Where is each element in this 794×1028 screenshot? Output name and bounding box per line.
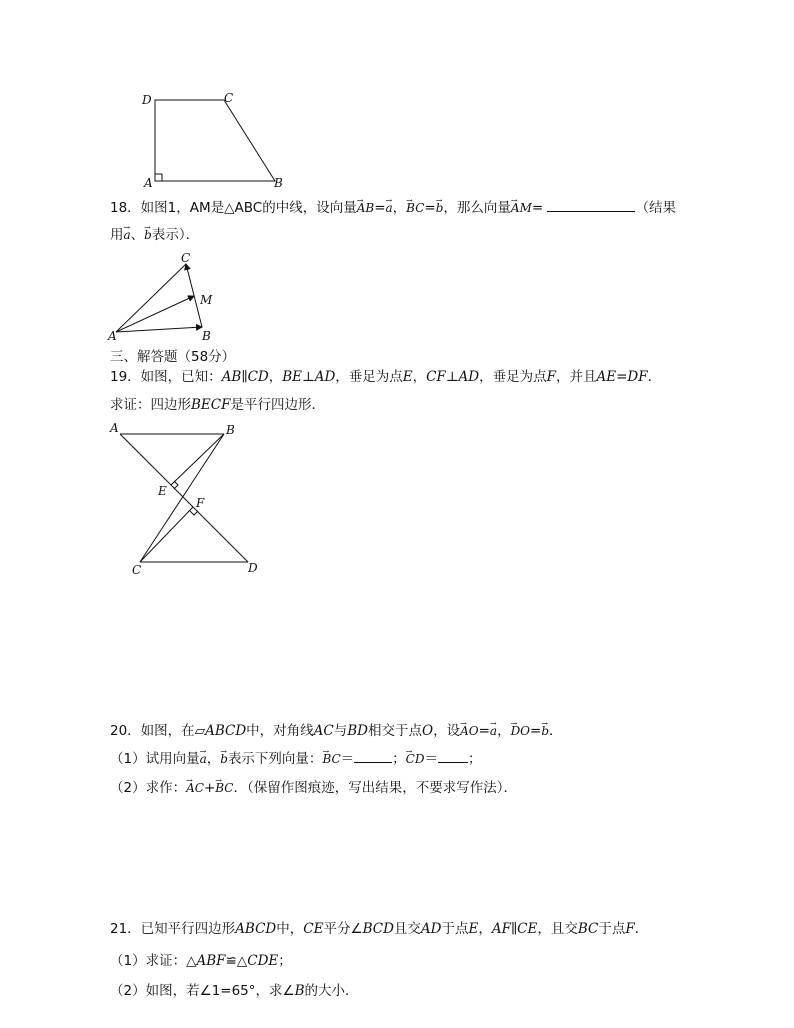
- vector-a: → a: [386, 201, 393, 215]
- q18-eq1: =: [374, 200, 386, 216]
- q19-point-f: F: [546, 369, 556, 385]
- q19-sep2: ，: [412, 369, 427, 385]
- vector-b: → b: [541, 724, 549, 738]
- q20-end: ．: [549, 723, 563, 739]
- vector-bc: → BC: [406, 201, 424, 215]
- label-M: M: [200, 293, 213, 307]
- q20-l2-mid: 表示下列向量：: [227, 751, 323, 767]
- q19-point-e: E: [402, 369, 413, 385]
- q19-line2: [110, 396, 325, 414]
- label-D: D: [142, 93, 152, 107]
- q21-cde: CDE: [247, 953, 279, 969]
- q21-l2-mid: ≌△: [225, 953, 248, 969]
- q20-blank-cd[interactable]: [438, 750, 468, 763]
- q21-l3-post: 的大小．: [304, 983, 359, 999]
- q18-eq2: =: [424, 200, 436, 216]
- q19-mid2: ，垂足为点: [479, 369, 547, 385]
- q20-l2-sep2: ；: [392, 751, 406, 767]
- q21-point-e: E: [468, 921, 479, 937]
- right-angle-mark-e: [174, 481, 178, 489]
- q20-blank-bc[interactable]: [354, 750, 392, 763]
- right-angle-mark-f: [190, 511, 198, 515]
- q20-mid2: 与: [333, 723, 348, 739]
- vector-do: → DO: [511, 724, 530, 738]
- q19-cond4: AE=DF: [596, 369, 648, 385]
- vector-ab: → AB: [357, 201, 374, 215]
- q19-l2-post: 是平行四边形．: [230, 397, 325, 413]
- label-D: D: [248, 561, 258, 575]
- q20-line3: [110, 779, 517, 797]
- q21-l2-end: ；: [278, 953, 292, 969]
- q21-l2-pre: （1）求证：△: [110, 953, 197, 969]
- q21-af-parallel: AF∥CE: [491, 921, 538, 937]
- q21-bcd: BCD: [362, 921, 394, 937]
- segment-cf: [140, 507, 193, 562]
- q21-abcd: ABCD: [235, 921, 277, 937]
- vector-am-arrow: [116, 296, 194, 332]
- q18-tail: （结果: [635, 200, 676, 216]
- segment-bc: [140, 434, 224, 562]
- q19-mid1: ，垂足为点: [335, 369, 403, 385]
- vector-b: → b: [220, 752, 228, 766]
- vector-bc: → BC: [322, 752, 340, 766]
- label-C: C: [181, 251, 191, 265]
- vector-b: → b: [144, 228, 152, 242]
- q18-line2-mid: 、: [130, 227, 145, 243]
- q19-cond2: BE⊥AD: [282, 369, 336, 385]
- q19-mid3: ，并且: [556, 369, 597, 385]
- label-B: B: [226, 423, 235, 437]
- q21-point-f: F: [625, 921, 635, 937]
- q21-line1: [110, 920, 648, 938]
- q21-mid5: ，且交: [537, 921, 578, 937]
- q20-bd: BD: [347, 723, 368, 739]
- q21-l3-pre: （2）如图，若∠1=65°，求∠: [110, 983, 295, 999]
- q18-eq3: =: [531, 200, 544, 216]
- q21-line3: [110, 982, 359, 1000]
- q20-l3-pre: （2）求作：: [110, 780, 187, 796]
- section-3-heading: 三、解答题（58分）: [110, 349, 236, 365]
- vector-ao: → AO: [460, 724, 479, 738]
- q20-sep: ，: [497, 723, 511, 739]
- trapezoid-shape: [155, 100, 275, 181]
- trapezoid-figure: [138, 88, 298, 193]
- q21-mid3: 且交: [393, 921, 421, 937]
- segment-be: [171, 434, 224, 485]
- q20-pre: 20．如图，在: [110, 723, 195, 739]
- vector-ab-arrow: [116, 327, 202, 332]
- q18-mid: ，那么向量: [443, 200, 511, 216]
- q20-l2-pre: （1）试用向量: [110, 751, 200, 767]
- label-A: A: [144, 176, 153, 190]
- label-F: F: [196, 496, 205, 510]
- q21-mid2: 平分∠: [323, 921, 363, 937]
- label-C: C: [224, 91, 234, 105]
- q21-sep1: ，: [478, 921, 492, 937]
- q20-mid4: ，设: [433, 723, 461, 739]
- q20-parallelogram: ▱ABCD: [194, 723, 247, 739]
- q18-answer-blank[interactable]: [547, 199, 635, 212]
- q20-eq3: ＝: [340, 751, 355, 767]
- q19-end: ．: [647, 369, 662, 385]
- q19-cond3: CF⊥AD: [426, 369, 480, 385]
- q19-sep1: ，: [268, 369, 283, 385]
- q21-abf: ABF: [196, 953, 226, 969]
- right-angle-mark: [155, 174, 162, 181]
- label-B: B: [274, 176, 283, 190]
- q20-line2: [110, 750, 481, 768]
- q18-line2-pre: 用: [110, 227, 124, 243]
- label-B: B: [202, 329, 211, 343]
- q21-pre: 21．已知平行四边形: [110, 921, 236, 937]
- q18-line2: [110, 226, 199, 244]
- crossed-lines-figure: [106, 418, 266, 578]
- q21-ce: CE: [303, 921, 324, 937]
- vector-b: → b: [436, 201, 444, 215]
- q21-bc: BC: [577, 921, 599, 937]
- q19-pre: 19．如图，已知：: [110, 369, 222, 385]
- q19-cond1: AB∥CD: [221, 369, 269, 385]
- label-A: A: [108, 329, 117, 343]
- q20-l2-sep: ，: [206, 751, 221, 767]
- q19-l2-pre: 求证：四边形: [110, 397, 191, 413]
- q18-sep1: ，: [392, 200, 407, 216]
- vector-bc: → BC: [215, 781, 233, 795]
- q20-line1: [110, 722, 563, 740]
- q20-point-o: O: [422, 723, 434, 739]
- vector-a: → a: [200, 752, 207, 766]
- q20-eq4: ＝: [424, 751, 438, 767]
- q20-ac: AC: [313, 723, 334, 739]
- triangle-median-figure: [106, 250, 226, 345]
- q20-l3-post: ．（保留作图痕迹，写出结果，不要求写作法）．: [233, 780, 517, 796]
- q21-mid4: 于点: [441, 921, 469, 937]
- q21-mid6: 于点: [598, 921, 626, 937]
- q21-ad: AD: [420, 921, 442, 937]
- label-A: A: [110, 421, 119, 435]
- label-E: E: [158, 484, 167, 498]
- vector-a: → a: [124, 228, 131, 242]
- q20-eq2: =: [530, 723, 542, 739]
- q20-eq1: =: [478, 723, 490, 739]
- q21-mid1: 中，: [276, 921, 304, 937]
- side-ac: [116, 264, 186, 332]
- q20-mid1: 中，对角线: [246, 723, 314, 739]
- q19-line1: [110, 368, 661, 386]
- vector-a: → a: [490, 724, 497, 738]
- segment-ad: [120, 434, 248, 562]
- q21-line2: [110, 952, 292, 970]
- q21-angle-b: B: [294, 983, 305, 999]
- vector-ac: → AC: [186, 781, 204, 795]
- label-C: C: [132, 563, 142, 577]
- vector-am: → AM: [511, 201, 532, 215]
- q21-end: ．: [634, 921, 649, 937]
- q19-quad: BECF: [191, 397, 231, 413]
- q20-plus: +: [203, 780, 216, 796]
- q20-l2-end: ；: [467, 751, 482, 767]
- q20-mid3: 相交于点: [368, 723, 422, 739]
- q18-line2-post: 表示）．: [151, 227, 200, 243]
- vector-cd: → CD: [406, 752, 425, 766]
- q18-prefix: 18．如图1，AM是△ABC的中线，设向量: [110, 200, 357, 216]
- q18-line1: [110, 199, 676, 217]
